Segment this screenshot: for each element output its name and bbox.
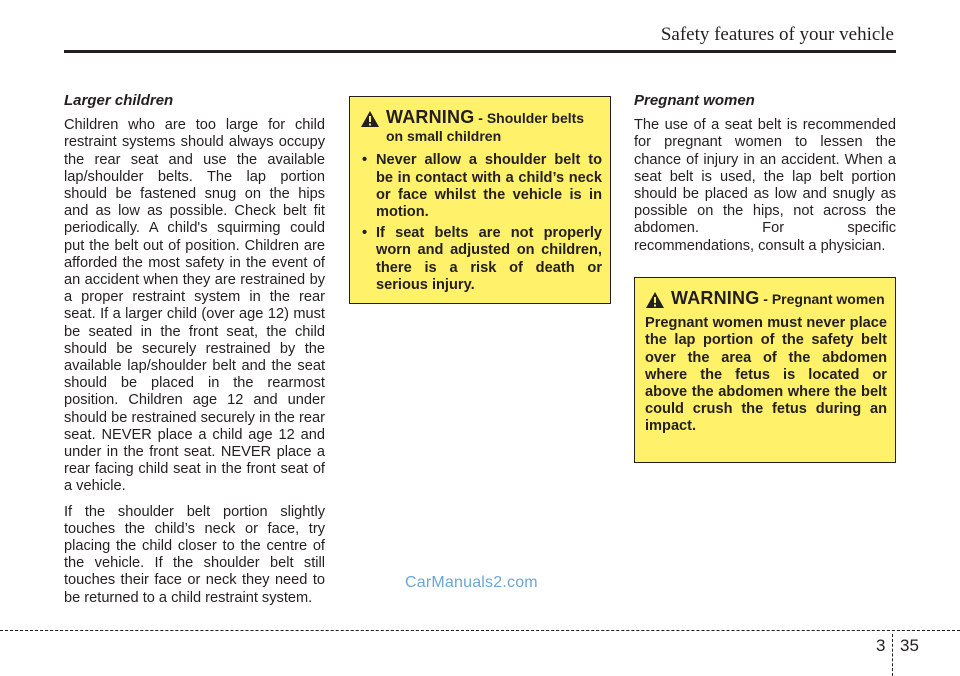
right-column (634, 92, 896, 263)
warning-subtitle: - Pregnant women (759, 291, 885, 307)
warning-list (360, 152, 602, 294)
header-rule (64, 50, 896, 53)
heading-pregnant-women: Pregnant women (634, 92, 755, 109)
warning-triangle-icon (360, 110, 380, 128)
warning-triangle-icon (645, 291, 665, 309)
heading-larger-children: Larger children (64, 92, 174, 109)
footer-rule (0, 630, 960, 631)
paragraph-larger-children-2: If the shoulder belt portion slightly touches the child’s neck or face, try placing the child closer to the centre of the vehicle. If the shoulder belt still touches their face or neck they need to be returned to a child restraint system. (64, 503, 325, 606)
warning-item: • Never allow a shoulder belt to be in contact with a child’s neck or face whilst the vehicle is in motion. (360, 152, 602, 221)
warning-subtitle: - Shoulder belts on small children (386, 110, 585, 145)
left-column (64, 92, 325, 615)
warning-header (645, 290, 887, 309)
warning-word: WARNING (386, 107, 475, 127)
page-number: 35 (900, 636, 919, 655)
warning-item: • If seat belts are not properly worn and adjusted on children, there is a risk of death or serious injury. (360, 225, 602, 294)
section-number: 3 (876, 636, 886, 655)
watermark-link[interactable]: CarManuals2.com (405, 574, 538, 591)
paragraph-larger-children-1: Children who are too large for child restraint systems should always occupy the rear seat and use the available lap/shoulder belts. The lap portion should be fastened snug on the hips and as low as possible. Check belt fit periodically. A child's squirming could put the belt out of position. Children are afforded the most safety in the event of an accident when they are restrained by a proper restraint system in the rear seat. If a larger child (over age 12) must be seated in the front seat, the child should be securely restrained by the available lap/shoulder belt and the seat should be placed in the rearmost position. Children age 12 and under should be restrained securely in the rear seat. NEVER place a child age 12 and under in the front seat. NEVER place a rear facing child seat in the front seat of a vehicle. (64, 117, 325, 495)
paragraph-pregnant-women: The use of a seat belt is recommended for pregnant women to lessen the chance of injury in an accident. When a seat belt is used, the lap belt portion should be placed as low and snugly as possible on the hips, not across the abdomen. For specific recommendations, consult a physician. (634, 117, 896, 254)
warning-body: Pregnant women must never place the lap portion of the safety belt over the area of the abdomen where the fetus is located or above the abdomen where the belt could crush the fetus during an impact. (645, 315, 887, 435)
warning-box-pregnant-women (634, 277, 896, 463)
warning-box-shoulder-belts (349, 96, 611, 304)
page-number-divider (892, 634, 894, 676)
warning-word: WARNING (671, 288, 760, 308)
header-title: Safety features of your vehicle (660, 24, 894, 45)
warning-header (360, 109, 602, 146)
